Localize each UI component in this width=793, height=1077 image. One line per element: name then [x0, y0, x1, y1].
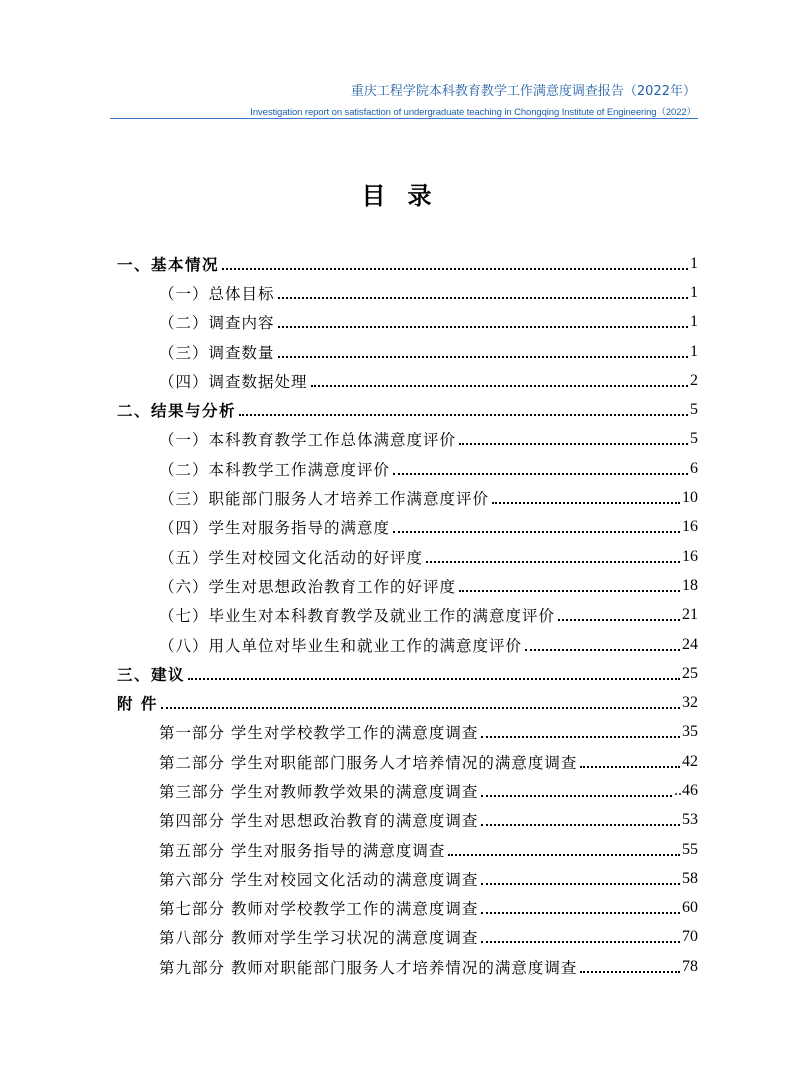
toc-entry-page: 16: [682, 518, 698, 536]
toc-entry[interactable]: [117, 864, 698, 893]
toc-entry-label: 第二部分 学生对职能部门服务人才培养情况的满意度调查: [159, 753, 578, 772]
toc-entry-label: （四）学生对服务指导的满意度: [159, 519, 391, 538]
toc-dot-leader: [311, 385, 688, 387]
toc-dot-leader: [278, 297, 688, 299]
toc-entry[interactable]: [117, 806, 698, 835]
toc-entry-page: 24: [682, 635, 698, 653]
toc-title: 目录: [361, 182, 454, 210]
toc-dot-leader: [580, 971, 680, 973]
toc-dot-leader: [525, 649, 680, 651]
toc-entry-label: 第六部分 学生对校园文化活动的满意度调查: [159, 870, 479, 889]
toc-entry-label: （二）调查内容: [159, 314, 275, 333]
toc-entry-page: 5: [690, 401, 698, 419]
toc-entry-page: 53: [682, 811, 698, 829]
toc-entry[interactable]: [117, 747, 698, 776]
toc-entry-page: 1: [690, 254, 698, 272]
toc-entry-label: 第九部分 教师对职能部门服务人才培养情况的满意度调查: [159, 958, 578, 977]
toc-entry-page: 42: [682, 752, 698, 770]
toc-entry[interactable]: [117, 601, 698, 630]
toc-entry[interactable]: [117, 249, 698, 278]
toc-entry-label: （二）本科教学工作满意度评价: [159, 460, 391, 479]
toc-dot-leader: [481, 824, 680, 826]
toc-entry[interactable]: [117, 630, 698, 659]
toc-dot-leader: [278, 326, 688, 328]
toc-entry-page: 60: [682, 899, 698, 917]
toc-entry[interactable]: [117, 454, 698, 483]
toc-entry-label: 二、结果与分析: [117, 402, 237, 421]
toc-entry-label: 第四部分 学生对思想政治教育的满意度调查: [159, 812, 479, 831]
toc-dot-leader: [239, 414, 688, 416]
toc-entry[interactable]: [117, 659, 698, 688]
toc-entry-label: 一、基本情况: [117, 255, 220, 274]
toc-entry[interactable]: [117, 513, 698, 542]
toc-dot-leader: [188, 678, 680, 680]
toc-entry[interactable]: [117, 894, 698, 923]
toc-dot-leader: [393, 531, 680, 533]
toc-entry[interactable]: [117, 483, 698, 512]
toc-entry-page: 18: [682, 576, 698, 594]
toc-entry-page: 16: [682, 547, 698, 565]
toc-entry-label: （八）用人单位对毕业生和就业工作的满意度评价: [159, 636, 523, 655]
toc-entry[interactable]: [117, 308, 698, 337]
toc-entry-label: （七）毕业生对本科教育教学及就业工作的满意度评价: [159, 607, 556, 626]
toc-entry[interactable]: [117, 366, 698, 395]
toc-entry[interactable]: [117, 278, 698, 307]
toc-entry[interactable]: [117, 952, 698, 981]
toc-entry[interactable]: [117, 395, 698, 424]
toc-entry-label: （一）总体目标: [159, 284, 275, 303]
toc-dot-leader: [481, 883, 680, 885]
toc-dot-leader: [393, 473, 688, 475]
toc-entry-label: 第七部分 教师对学校教学工作的满意度调查: [159, 900, 479, 919]
toc-dot-leader: [481, 795, 672, 797]
toc-entry-page: 25: [682, 664, 698, 682]
toc-dot-leader: [492, 502, 680, 504]
toc-dot-leader: [278, 356, 688, 358]
toc-entry-page: 21: [682, 606, 698, 624]
toc-entry-label: （六）学生对思想政治教育工作的好评度: [159, 577, 457, 596]
toc-entry-page: 5: [690, 430, 698, 448]
toc-entry-label: （五）学生对校园文化活动的好评度: [159, 548, 424, 567]
toc-dot-leader: [459, 443, 688, 445]
toc-entry[interactable]: [117, 776, 698, 805]
toc-entry-page: 1: [690, 283, 698, 301]
toc-entry[interactable]: [117, 337, 698, 366]
toc-entry-label: 附 件: [117, 695, 158, 714]
toc-entry-page: 78: [682, 957, 698, 975]
table-of-contents: [117, 249, 698, 981]
toc-entry-page: 1: [690, 313, 698, 331]
toc-entry-page: 70: [682, 928, 698, 946]
toc-entry-label: 第三部分 学生对教师教学效果的满意度调查: [159, 782, 479, 801]
toc-dot-leader: [459, 590, 680, 592]
toc-entry-page: 10: [682, 489, 698, 507]
header-title-cn: 重庆工程学院本科教育教学工作满意度调查报告（2022年）: [350, 84, 696, 99]
toc-dot-leader: [222, 268, 688, 270]
toc-entry-page: 2: [690, 371, 698, 389]
toc-entry-page: 32: [682, 694, 698, 712]
toc-entry-label: 三、建议: [117, 665, 186, 684]
toc-entry-page: 58: [682, 869, 698, 887]
toc-entry-label: （三）职能部门服务人才培养工作满意度评价: [159, 490, 490, 509]
header-divider: [110, 118, 698, 119]
toc-entry-page: 1: [690, 342, 698, 360]
toc-entry-label: （四）调查数据处理: [159, 372, 308, 391]
toc-dot-leader: [580, 766, 680, 768]
toc-entry-page: 35: [682, 723, 698, 741]
toc-dot-leader: [481, 736, 680, 738]
toc-entry-label: （一）本科教育教学工作总体满意度评价: [159, 431, 457, 450]
header-title-en: Investigation report on satisfaction of undergraduate teaching in Chongqing Institute of Engineering（2022）: [250, 107, 696, 118]
toc-entry[interactable]: [117, 835, 698, 864]
toc-dot-leader: [426, 561, 680, 563]
toc-entry[interactable]: [117, 571, 698, 600]
toc-entry[interactable]: [117, 688, 698, 717]
toc-dot-leader: [161, 707, 680, 709]
toc-entry[interactable]: [117, 425, 698, 454]
toc-entry[interactable]: [117, 923, 698, 952]
toc-dot-leader: [558, 619, 680, 621]
toc-entry[interactable]: [117, 718, 698, 747]
toc-entry-label: 第一部分 学生对学校教学工作的满意度调查: [159, 724, 479, 743]
toc-dot-leader: [448, 854, 680, 856]
toc-entry-page: ..46: [674, 781, 698, 799]
toc-dot-leader: [481, 941, 680, 943]
toc-entry-label: （三）调查数量: [159, 343, 275, 362]
toc-entry-label: 第八部分 教师对学生学习状况的满意度调查: [159, 929, 479, 948]
toc-entry-label: 第五部分 学生对服务指导的满意度调查: [159, 841, 446, 860]
toc-entry-page: 55: [682, 840, 698, 858]
toc-entry[interactable]: [117, 542, 698, 571]
toc-dot-leader: [481, 912, 680, 914]
toc-entry-page: 6: [690, 459, 698, 477]
